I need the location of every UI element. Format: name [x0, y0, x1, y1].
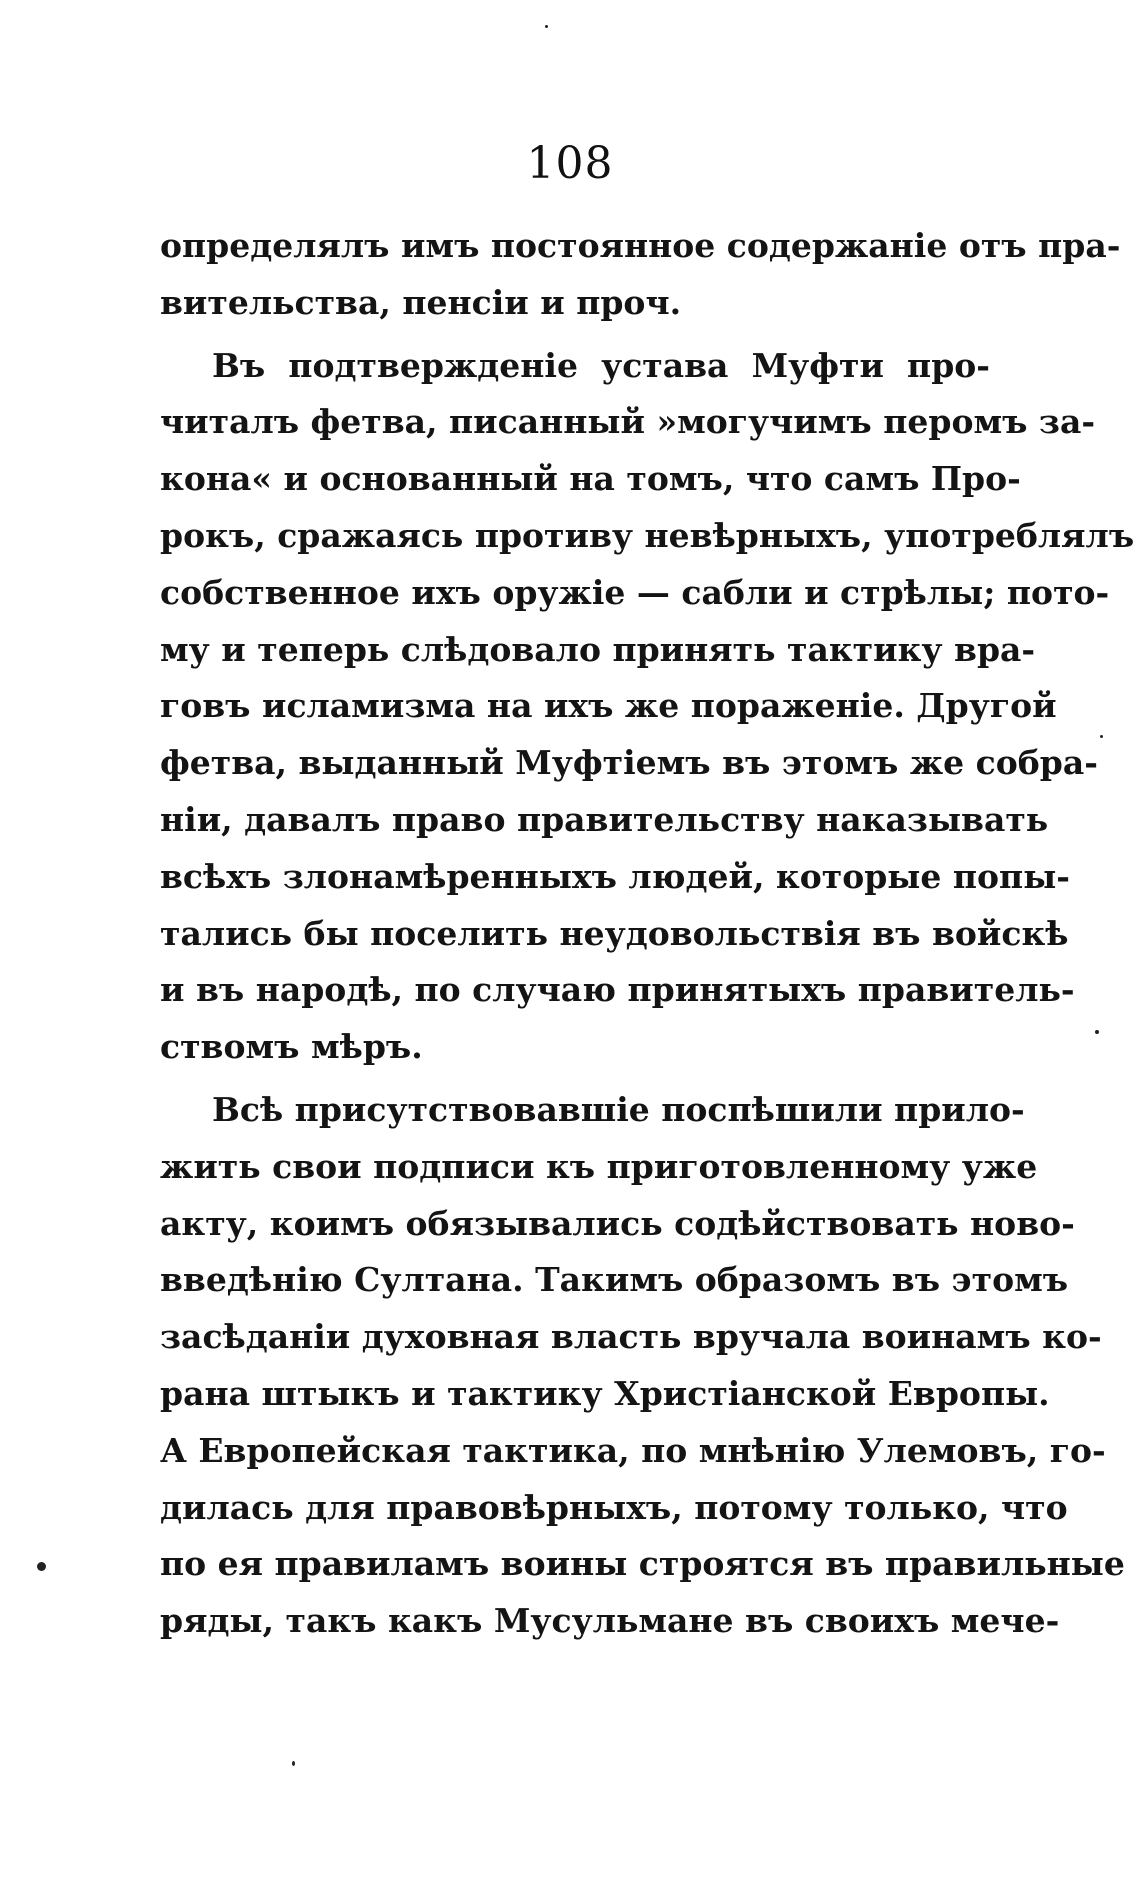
text-line: определялъ имъ постоянное содержанie отъ пра- — [160, 226, 1121, 265]
page-number: 108 — [526, 138, 614, 189]
text-line: всѣхъ злонамѣренныхъ людей, которые попы- — [160, 856, 1070, 896]
text-line: дилась для правовѣрныхъ, потому только, что — [160, 1487, 1068, 1527]
text-line: рана штыкъ и тактику Христiанской Европы. — [160, 1373, 1050, 1413]
text-line: кона« и основанный на томъ, что самъ Про- — [160, 459, 1021, 499]
scan-speck — [292, 1761, 295, 1766]
scan-speck — [37, 1562, 46, 1571]
body-text — [160, 218, 1135, 1650]
text-line: читалъ фетва, писанный »могучимъ перомъ за- — [160, 402, 1096, 442]
text-line: нiи, давалъ право правительству наказывать — [160, 799, 1049, 839]
text-line: жить свои подписи къ приготовленному уже — [160, 1146, 1038, 1186]
scan-speck — [1095, 1030, 1099, 1034]
text-line: говъ исламизма на ихъ же пораженie. Другой — [160, 686, 1057, 726]
text-line: и въ народѣ, по случаю принятыхъ правитель- — [160, 970, 1075, 1010]
text-line: му и теперь слѣдовало принять тактику вра- — [160, 629, 1036, 669]
text-line: введѣнiю Султана. Такимъ образомъ въ этомъ — [160, 1260, 1069, 1300]
text-line: Всѣ присутствовавшie поспѣшили прило- — [212, 1089, 1025, 1129]
text-line: ствомъ мѣръ. — [160, 1027, 423, 1067]
text-line: собственное ихъ оружie — сабли и стрѣлы; пото- — [160, 572, 1110, 612]
text-line: Въ подтвержденie устава Муфти про- — [212, 345, 990, 385]
scan-speck — [1100, 735, 1103, 738]
text-line: акту, коимъ обязывались содѣйствовать ново- — [160, 1203, 1075, 1243]
text-line: вительства, пенсiи и проч. — [160, 282, 682, 322]
scan-speck — [545, 25, 548, 28]
text-line: по ея правиламъ воины строятся въ правильные — [160, 1544, 1125, 1584]
text-line: тались бы поселить неудовольствiя въ войскѣ — [160, 913, 1069, 953]
text-line: А Европейская тактика, по мнѣнiю Улемовъ, го- — [160, 1430, 1106, 1470]
text-line: рокъ, сражаясь противу невѣрныхъ, употреблялъ — [160, 515, 1135, 555]
text-line: ряды, такъ какъ Мусульмане въ своихъ мече- — [160, 1601, 1060, 1641]
text-line: фетва, выданный Муфтiемъ въ этомъ же собра- — [160, 743, 1098, 783]
text-line: засѣданiи духовная власть вручала воинамъ ко- — [160, 1317, 1102, 1357]
